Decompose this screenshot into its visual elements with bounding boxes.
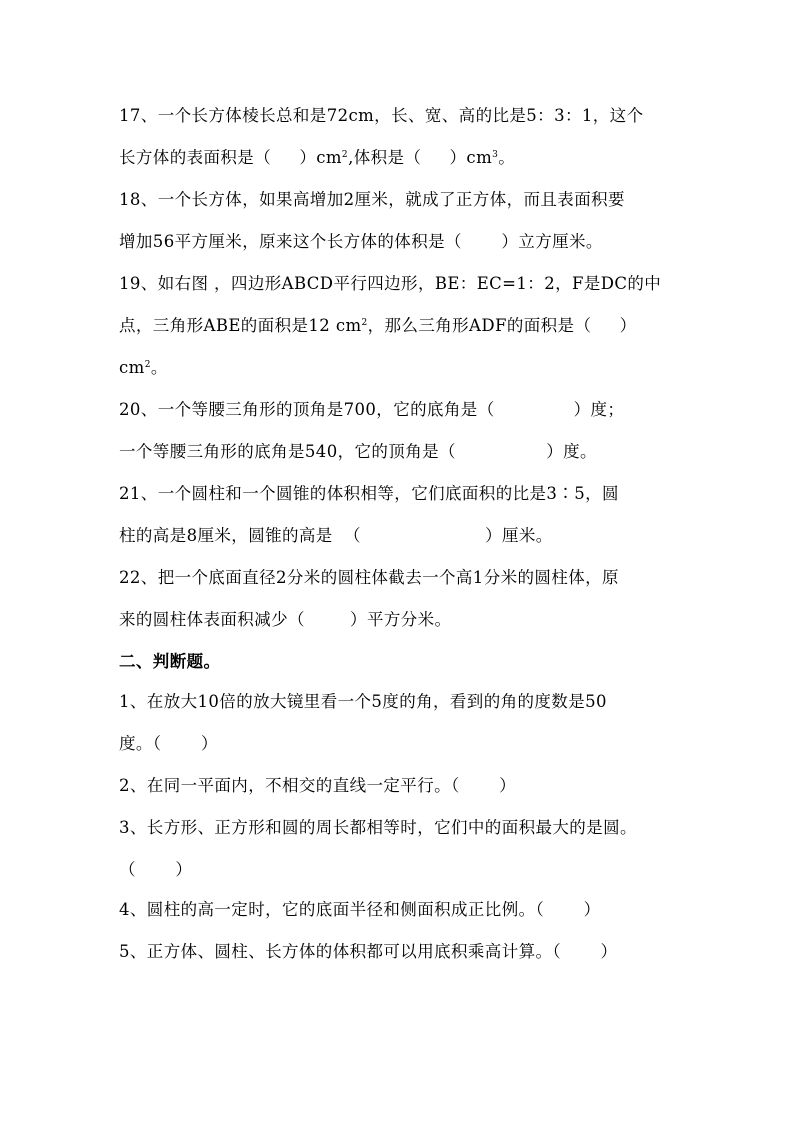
q21-line-2: 柱的高是8厘米，圆锥的高是 （ ）厘米。: [119, 526, 553, 545]
q18-line-1: 18、一个长方体，如果高增加2厘米，就成了正方体，而且表面积要: [119, 190, 625, 209]
q17-line-1: 17、一个长方体棱长总和是72cm，长、宽、高的比是5：3：1，这个: [119, 106, 644, 125]
q17-superscript-area: 2: [341, 150, 349, 160]
q19-line-2: [119, 314, 636, 338]
q17-superscript-volume: 3: [492, 150, 499, 160]
judge-q5-line-1: 5、正方体、圆柱、长方体的体积都可以用底积乘高计算。（ ）: [119, 942, 618, 961]
judge-q1-line-1: 1、在放大10倍的放大镜里看一个5度的角，看到的角的度数是50: [119, 692, 607, 711]
q19-line-2-text-b: ，那么三角形ADF的面积是（ ）: [367, 316, 637, 335]
q19-line-3-text-a: cm: [119, 358, 145, 377]
judge-q4-line-1: 4、圆柱的高一定时，它的底面半径和侧面积成正比例。（ ）: [119, 900, 601, 919]
q19-line-1: 19、如右图 ，四边形ABCD平行四边形，BE：EC=1：2，F是DC的中: [119, 274, 662, 293]
q19-line-3-text-b: 。: [150, 358, 168, 377]
judge-q3-line-1: 3、长方形、正方形和圆的周长都相等时，它们中的面积最大的是圆。: [119, 818, 637, 837]
q18-line-2: 增加56平方厘米，原来这个长方体的体积是（ ）立方厘米。: [119, 232, 603, 251]
q22-line-1: 22、把一个底面直径2分米的圆柱体截去一个高1分米的圆柱体，原: [119, 568, 619, 587]
section-two-heading: 二、判断题。: [119, 652, 221, 671]
q17-line-2-text-c: 。: [498, 148, 516, 167]
judge-q3-line-2: （ ）: [119, 860, 193, 879]
judge-q1-line-2: 度。（ ）: [119, 734, 218, 753]
q20-line-1: 20、一个等腰三角形的顶角是700，它的底角是（ ）度；: [119, 400, 625, 419]
q20-line-2: 一个等腰三角形的底角是540，它的顶角是（ ）度。: [119, 442, 597, 461]
q19-superscript: 2: [361, 318, 368, 328]
q17-line-2-text-a: 长方体的表面积是（ ）cm: [119, 148, 342, 167]
q17-line-2-text-b: ,体积是（ ）cm: [348, 148, 493, 167]
q22-line-2: 来的圆柱体表面积减少（ ）平方分米。: [119, 610, 452, 629]
q21-line-1: 21、一个圆柱和一个圆锥的体积相等，它们底面积的比是3∶5，圆: [119, 484, 619, 503]
q19-line-2-text-a: 点，三角形ABE的面积是12 cm: [119, 316, 362, 335]
q17-line-2: [119, 146, 515, 170]
judge-q2-line-1: 2、在同一平面内，不相交的直线一定平行。（ ）: [119, 776, 517, 795]
q19-line-3-superscript: 2: [144, 360, 151, 370]
q19-line-3: [119, 356, 168, 380]
